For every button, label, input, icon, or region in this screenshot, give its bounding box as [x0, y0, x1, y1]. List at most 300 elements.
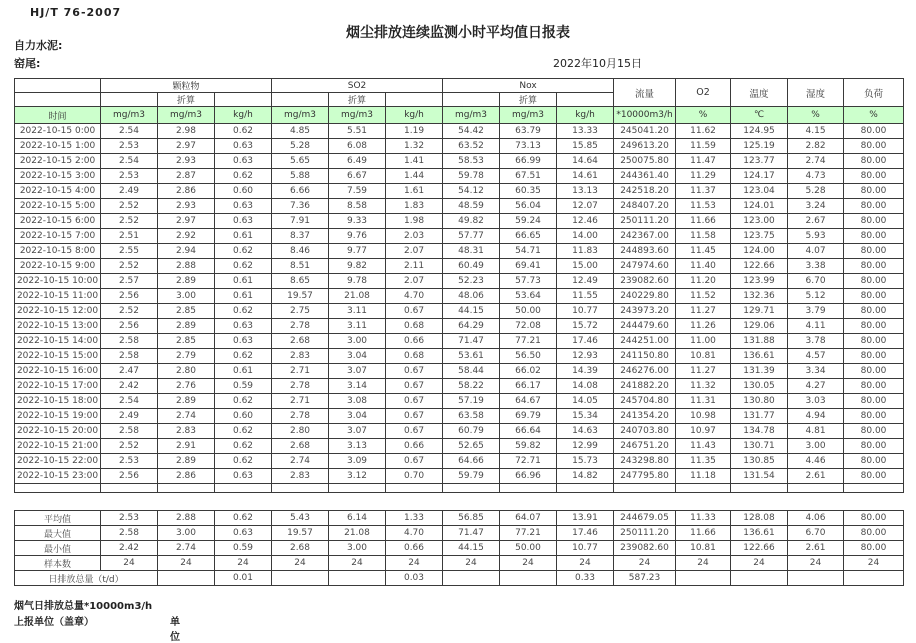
value-cell: 123.04: [731, 184, 788, 199]
summary-value-cell: 24: [557, 556, 614, 571]
time-cell: 2022-10-15 12:00: [15, 304, 101, 319]
value-cell: 60.35: [500, 184, 557, 199]
value-cell: 58.53: [443, 154, 500, 169]
value-cell: 0.66: [386, 334, 443, 349]
value-cell: 11.31: [676, 394, 731, 409]
value-cell: 80.00: [844, 199, 904, 214]
value-cell: 130.71: [731, 439, 788, 454]
value-cell: 4.15: [788, 124, 844, 139]
summary-value-cell: 6.14: [329, 511, 386, 526]
value-cell: 2.54: [101, 154, 158, 169]
unit-header-11: %: [676, 107, 731, 124]
value-cell: 2.52: [101, 304, 158, 319]
daily-total-cell: [272, 571, 329, 586]
value-cell: 80.00: [844, 289, 904, 304]
value-cell: 0.61: [215, 274, 272, 289]
value-cell: 11.58: [676, 229, 731, 244]
value-cell: 3.03: [788, 394, 844, 409]
value-cell: 130.05: [731, 379, 788, 394]
value-cell: 15.73: [557, 454, 614, 469]
blank-cell: [614, 484, 676, 493]
value-cell: 5.65: [272, 154, 329, 169]
value-cell: 1.32: [386, 139, 443, 154]
value-cell: 53.64: [500, 289, 557, 304]
value-cell: 80.00: [844, 124, 904, 139]
table-row: [15, 124, 904, 139]
summary-value-cell: 80.00: [844, 526, 904, 541]
summary-value-cell: 11.33: [676, 511, 731, 526]
value-cell: 7.36: [272, 199, 329, 214]
value-cell: 9.77: [329, 244, 386, 259]
value-cell: 57.77: [443, 229, 500, 244]
time-cell: 2022-10-15 4:00: [15, 184, 101, 199]
value-cell: 0.62: [215, 304, 272, 319]
converted-header-1: 折算: [158, 93, 215, 107]
value-cell: 12.07: [557, 199, 614, 214]
value-cell: 241882.20: [614, 379, 676, 394]
value-cell: 0.66: [386, 439, 443, 454]
value-cell: 0.63: [215, 319, 272, 334]
value-cell: 3.04: [329, 349, 386, 364]
value-cell: 8.58: [329, 199, 386, 214]
time-cell: 2022-10-15 7:00: [15, 229, 101, 244]
value-cell: 5.93: [788, 229, 844, 244]
value-cell: 4.85: [272, 124, 329, 139]
summary-value-cell: 24: [272, 556, 329, 571]
value-cell: 3.11: [329, 304, 386, 319]
unit-header-8: mg/m3: [500, 107, 557, 124]
table-row: [15, 229, 904, 244]
summary-value-cell: 136.61: [731, 526, 788, 541]
value-cell: 14.61: [557, 169, 614, 184]
value-cell: 2.67: [788, 214, 844, 229]
summary-label: 最小值: [15, 541, 101, 556]
value-cell: 63.52: [443, 139, 500, 154]
value-cell: 122.66: [731, 259, 788, 274]
value-cell: 3.00: [158, 289, 215, 304]
value-cell: 80.00: [844, 229, 904, 244]
summary-value-cell: 122.66: [731, 541, 788, 556]
value-cell: 2.93: [158, 154, 215, 169]
value-cell: 60.49: [443, 259, 500, 274]
value-cell: 7.59: [329, 184, 386, 199]
value-cell: 2.75: [272, 304, 329, 319]
table-row: [15, 184, 904, 199]
value-cell: 4.27: [788, 379, 844, 394]
value-cell: 2.68: [272, 439, 329, 454]
table-row: [15, 469, 904, 484]
value-cell: 64.29: [443, 319, 500, 334]
value-cell: 0.62: [215, 244, 272, 259]
value-cell: 0.63: [215, 139, 272, 154]
standard-code: HJ/T 76-2007: [30, 6, 122, 19]
unit-header-14: %: [844, 107, 904, 124]
summary-value-cell: 5.43: [272, 511, 329, 526]
value-cell: 2.92: [158, 229, 215, 244]
summary-value-cell: 2.58: [101, 526, 158, 541]
table-row: [15, 349, 904, 364]
summary-value-cell: 64.07: [500, 511, 557, 526]
value-cell: 11.18: [676, 469, 731, 484]
time-cell: 2022-10-15 10:00: [15, 274, 101, 289]
time-cell: 2022-10-15 18:00: [15, 394, 101, 409]
value-cell: 9.33: [329, 214, 386, 229]
value-cell: 4.57: [788, 349, 844, 364]
value-cell: 11.47: [676, 154, 731, 169]
value-cell: 2.53: [101, 169, 158, 184]
value-cell: 2.97: [158, 139, 215, 154]
time-header-blank2: [15, 93, 101, 107]
value-cell: 0.63: [215, 469, 272, 484]
value-cell: 3.04: [329, 409, 386, 424]
value-cell: 80.00: [844, 274, 904, 289]
value-cell: 7.91: [272, 214, 329, 229]
daily-total-label: 日排放总量（t/d）: [15, 571, 158, 586]
value-cell: 131.88: [731, 334, 788, 349]
summary-value-cell: 3.00: [158, 526, 215, 541]
value-cell: 3.12: [329, 469, 386, 484]
time-cell: 2022-10-15 20:00: [15, 424, 101, 439]
value-cell: 48.06: [443, 289, 500, 304]
value-cell: 80.00: [844, 349, 904, 364]
value-cell: 57.73: [500, 274, 557, 289]
value-cell: 14.00: [557, 229, 614, 244]
summary-value-cell: 10.81: [676, 541, 731, 556]
summary-value-cell: 3.00: [329, 541, 386, 556]
value-cell: 3.09: [329, 454, 386, 469]
summary-value-cell: 80.00: [844, 541, 904, 556]
value-cell: 58.44: [443, 364, 500, 379]
value-cell: 2.76: [158, 379, 215, 394]
value-cell: 2.11: [386, 259, 443, 274]
table-row: [15, 169, 904, 184]
value-cell: 80.00: [844, 259, 904, 274]
daily-total-row: [15, 571, 904, 586]
value-cell: 12.99: [557, 439, 614, 454]
table-row: [15, 439, 904, 454]
value-cell: 2.07: [386, 244, 443, 259]
summary-value-cell: 24: [788, 556, 844, 571]
value-cell: 14.82: [557, 469, 614, 484]
table-row: [15, 289, 904, 304]
value-cell: 80.00: [844, 184, 904, 199]
value-cell: 0.60: [215, 409, 272, 424]
value-cell: 130.80: [731, 394, 788, 409]
value-cell: 14.05: [557, 394, 614, 409]
value-cell: 123.75: [731, 229, 788, 244]
time-cell: 2022-10-15 11:00: [15, 289, 101, 304]
summary-value-cell: 2.53: [101, 511, 158, 526]
time-cell: 2022-10-15 17:00: [15, 379, 101, 394]
blank-cell: [557, 484, 614, 493]
summary-value-cell: 50.00: [500, 541, 557, 556]
value-cell: 21.08: [329, 289, 386, 304]
tail-header-3: 温度: [731, 79, 788, 107]
value-cell: 80.00: [844, 364, 904, 379]
value-cell: 80.00: [844, 244, 904, 259]
unit-header-13: %: [788, 107, 844, 124]
value-cell: 66.99: [500, 154, 557, 169]
value-cell: 80.00: [844, 319, 904, 334]
blank-cell: [386, 484, 443, 493]
table-row: [15, 214, 904, 229]
unit-header-3: kg/h: [215, 107, 272, 124]
value-cell: 2.52: [101, 214, 158, 229]
value-cell: 10.81: [676, 349, 731, 364]
value-cell: 132.36: [731, 289, 788, 304]
value-cell: 6.67: [329, 169, 386, 184]
value-cell: 2.52: [101, 259, 158, 274]
value-cell: 3.00: [329, 334, 386, 349]
daily-total-cell: [788, 571, 844, 586]
value-cell: 2.74: [158, 409, 215, 424]
value-cell: 64.66: [443, 454, 500, 469]
value-cell: 2.78: [272, 409, 329, 424]
time-cell: 2022-10-15 19:00: [15, 409, 101, 424]
value-cell: 52.65: [443, 439, 500, 454]
value-cell: 247795.80: [614, 469, 676, 484]
value-cell: 124.17: [731, 169, 788, 184]
summary-value-cell: 0.63: [215, 526, 272, 541]
value-cell: 54.71: [500, 244, 557, 259]
value-cell: 11.43: [676, 439, 731, 454]
site-label: 窑尾:: [14, 57, 41, 70]
value-cell: 2.57: [101, 274, 158, 289]
summary-value-cell: 2.74: [158, 541, 215, 556]
value-cell: 59.24: [500, 214, 557, 229]
value-cell: 80.00: [844, 469, 904, 484]
blank-cell: [329, 484, 386, 493]
value-cell: 242518.20: [614, 184, 676, 199]
value-cell: 14.08: [557, 379, 614, 394]
value-cell: 1.98: [386, 214, 443, 229]
tail-header-1: 流量: [614, 79, 676, 107]
value-cell: 56.04: [500, 199, 557, 214]
value-cell: 57.19: [443, 394, 500, 409]
value-cell: 243298.80: [614, 454, 676, 469]
value-cell: 2.98: [158, 124, 215, 139]
sub-blank: [386, 93, 443, 107]
value-cell: 4.46: [788, 454, 844, 469]
table-row: [15, 154, 904, 169]
blank-cell: [272, 484, 329, 493]
value-cell: 2.52: [101, 439, 158, 454]
table-row: [15, 319, 904, 334]
value-cell: 11.27: [676, 364, 731, 379]
value-cell: 80.00: [844, 169, 904, 184]
value-cell: 0.68: [386, 349, 443, 364]
value-cell: 59.79: [443, 469, 500, 484]
value-cell: 69.41: [500, 259, 557, 274]
tail-header-4: 湿度: [788, 79, 844, 107]
value-cell: 242367.00: [614, 229, 676, 244]
value-cell: 248407.20: [614, 199, 676, 214]
value-cell: 249613.20: [614, 139, 676, 154]
unit-label: 单位: [170, 617, 180, 643]
header-row-units: [15, 107, 904, 124]
header-row-groups: [15, 79, 904, 93]
value-cell: 59.78: [443, 169, 500, 184]
value-cell: 14.64: [557, 154, 614, 169]
summary-row: [15, 511, 904, 526]
value-cell: 4.73: [788, 169, 844, 184]
value-cell: 131.77: [731, 409, 788, 424]
value-cell: 3.78: [788, 334, 844, 349]
converted-header-2: 折算: [329, 93, 386, 107]
report-title: 烟尘排放连续监测小时平均值日报表: [346, 25, 570, 41]
summary-value-cell: 6.70: [788, 526, 844, 541]
value-cell: 2.55: [101, 244, 158, 259]
value-cell: 3.07: [329, 424, 386, 439]
summary-value-cell: 17.46: [557, 526, 614, 541]
measurements-table: [14, 78, 904, 493]
value-cell: 2.49: [101, 184, 158, 199]
value-cell: 14.39: [557, 364, 614, 379]
company-label: 自力水泥:: [14, 39, 63, 52]
daily-total-cell: [443, 571, 500, 586]
value-cell: 2.83: [158, 424, 215, 439]
value-cell: 8.46: [272, 244, 329, 259]
value-cell: 2.07: [386, 274, 443, 289]
value-cell: 2.78: [272, 379, 329, 394]
value-cell: 11.45: [676, 244, 731, 259]
summary-body: [15, 511, 904, 586]
value-cell: 80.00: [844, 214, 904, 229]
value-cell: 0.67: [386, 364, 443, 379]
value-cell: 11.20: [676, 274, 731, 289]
value-cell: 0.68: [386, 319, 443, 334]
value-cell: 2.58: [101, 349, 158, 364]
blank-row: [15, 484, 904, 493]
time-column-header: 时间: [15, 107, 101, 124]
value-cell: 60.79: [443, 424, 500, 439]
value-cell: 13.13: [557, 184, 614, 199]
value-cell: 244361.40: [614, 169, 676, 184]
unit-header-1: mg/m3: [101, 107, 158, 124]
unit-header-4: mg/m3: [272, 107, 329, 124]
value-cell: 11.53: [676, 199, 731, 214]
value-cell: 2.89: [158, 394, 215, 409]
value-cell: 0.61: [215, 289, 272, 304]
summary-value-cell: 24: [731, 556, 788, 571]
value-cell: 4.11: [788, 319, 844, 334]
value-cell: 1.41: [386, 154, 443, 169]
value-cell: 0.67: [386, 454, 443, 469]
daily-total-cell: [731, 571, 788, 586]
value-cell: 77.21: [500, 334, 557, 349]
unit-header-2: mg/m3: [158, 107, 215, 124]
value-cell: 54.42: [443, 124, 500, 139]
value-cell: 129.71: [731, 304, 788, 319]
value-cell: 2.94: [158, 244, 215, 259]
value-cell: 0.63: [215, 154, 272, 169]
value-cell: 50.00: [500, 304, 557, 319]
value-cell: 10.77: [557, 304, 614, 319]
value-cell: 250075.80: [614, 154, 676, 169]
value-cell: 244893.60: [614, 244, 676, 259]
value-cell: 66.17: [500, 379, 557, 394]
unit-header-12: ℃: [731, 107, 788, 124]
value-cell: 0.62: [215, 259, 272, 274]
value-cell: 49.82: [443, 214, 500, 229]
sub-blank: [215, 93, 272, 107]
value-cell: 2.89: [158, 454, 215, 469]
time-cell: 2022-10-15 9:00: [15, 259, 101, 274]
summary-value-cell: 0.66: [386, 541, 443, 556]
value-cell: 125.19: [731, 139, 788, 154]
table-row: [15, 424, 904, 439]
value-cell: 2.89: [158, 319, 215, 334]
value-cell: 245041.20: [614, 124, 676, 139]
value-cell: 129.06: [731, 319, 788, 334]
summary-value-cell: 250111.20: [614, 526, 676, 541]
blank-cell: [101, 484, 158, 493]
table-row: [15, 454, 904, 469]
time-cell: 2022-10-15 6:00: [15, 214, 101, 229]
summary-value-cell: 24: [676, 556, 731, 571]
value-cell: 241150.80: [614, 349, 676, 364]
value-cell: 2.56: [101, 319, 158, 334]
value-cell: 123.99: [731, 274, 788, 289]
value-cell: 13.33: [557, 124, 614, 139]
table-row: [15, 274, 904, 289]
value-cell: 131.54: [731, 469, 788, 484]
value-cell: 246751.20: [614, 439, 676, 454]
blank-cell: [731, 484, 788, 493]
summary-value-cell: 24: [443, 556, 500, 571]
value-cell: 3.14: [329, 379, 386, 394]
value-cell: 0.63: [215, 334, 272, 349]
value-cell: 4.81: [788, 424, 844, 439]
value-cell: 1.19: [386, 124, 443, 139]
value-cell: 80.00: [844, 424, 904, 439]
value-cell: 0.62: [215, 169, 272, 184]
summary-value-cell: 77.21: [500, 526, 557, 541]
value-cell: 5.51: [329, 124, 386, 139]
blank-cell: [788, 484, 844, 493]
summary-value-cell: 24: [215, 556, 272, 571]
value-cell: 2.82: [788, 139, 844, 154]
summary-value-cell: 244679.05: [614, 511, 676, 526]
value-cell: 2.42: [101, 379, 158, 394]
value-cell: 2.03: [386, 229, 443, 244]
time-header-blank: [15, 79, 101, 93]
table-row: [15, 244, 904, 259]
value-cell: 243973.20: [614, 304, 676, 319]
value-cell: 14.63: [557, 424, 614, 439]
value-cell: 2.88: [158, 259, 215, 274]
summary-label: 样本数: [15, 556, 101, 571]
value-cell: 0.59: [215, 379, 272, 394]
report-unit-label: 上报单位（盖章）: [14, 617, 94, 628]
summary-value-cell: 2.42: [101, 541, 158, 556]
value-cell: 244251.00: [614, 334, 676, 349]
value-cell: 59.82: [500, 439, 557, 454]
summary-value-cell: 24: [844, 556, 904, 571]
value-cell: 72.08: [500, 319, 557, 334]
tail-header-5: 负荷: [844, 79, 904, 107]
summary-value-cell: 24: [329, 556, 386, 571]
value-cell: 2.56: [101, 289, 158, 304]
value-cell: 2.71: [272, 394, 329, 409]
value-cell: 2.58: [101, 334, 158, 349]
daily-total-cell: 0.33: [557, 571, 614, 586]
time-cell: 2022-10-15 16:00: [15, 364, 101, 379]
value-cell: 2.80: [158, 364, 215, 379]
value-cell: 44.15: [443, 304, 500, 319]
value-cell: 15.85: [557, 139, 614, 154]
daily-total-cell: [158, 571, 215, 586]
